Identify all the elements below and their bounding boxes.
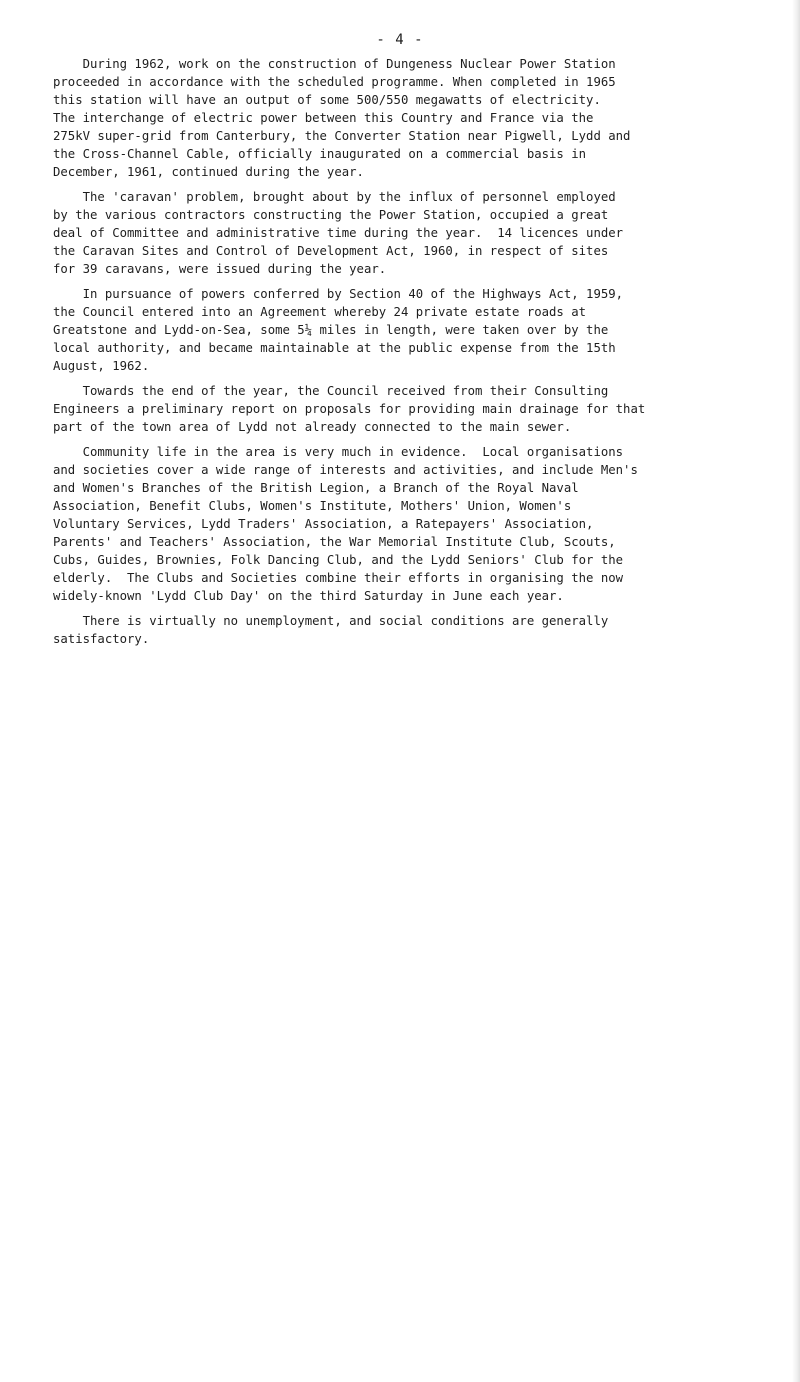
paragraph-line: elderly. The Clubs and Societies combine their efforts in organising the now xyxy=(53,571,624,585)
paragraph-power-station xyxy=(53,55,630,181)
paragraph-line: and societies cover a wide range of interests and activities, and include Men's xyxy=(53,463,638,477)
paragraph-line: Engineers a preliminary report on proposals for providing main drainage for that xyxy=(53,402,646,416)
paragraph-highways xyxy=(53,285,623,375)
paragraph-line: Community life in the area is very much in evidence. Local organisations xyxy=(53,445,624,459)
paragraph-line: the Cross-Channel Cable, officially inaugurated on a commercial basis in xyxy=(53,147,587,161)
paragraph-caravans xyxy=(53,188,623,278)
paragraph-line: the Caravan Sites and Control of Development Act, 1960, in respect of sites xyxy=(53,244,609,258)
paragraph-line: Cubs, Guides, Brownies, Folk Dancing Club, and the Lydd Seniors' Club for the xyxy=(53,553,624,567)
paragraph-line: Parents' and Teachers' Association, the War Memorial Institute Club, Scouts, xyxy=(53,535,616,549)
paragraph-line: Greatstone and Lydd-on-Sea, some 5¼ miles in length, were taken over by the xyxy=(53,323,609,337)
paragraph-line: There is virtually no unemployment, and social conditions are generally xyxy=(53,614,609,628)
paragraph-line: In pursuance of powers conferred by Section 40 of the Highways Act, 1959, xyxy=(53,287,624,301)
paragraph-line: this station will have an output of some 500/550 megawatts of electricity. xyxy=(53,93,601,107)
paragraph-line: deal of Committee and administrative time during the year. 14 licences under xyxy=(53,226,624,240)
paragraph-line: part of the town area of Lydd not already connected to the main sewer. xyxy=(53,420,572,434)
paragraph-line: Voluntary Services, Lydd Traders' Association, a Ratepayers' Association, xyxy=(53,517,594,531)
paragraph-line: widely-known 'Lydd Club Day' on the third Saturday in June each year. xyxy=(53,589,564,603)
paragraph-line: December, 1961, continued during the year. xyxy=(53,165,364,179)
paragraph-line: for 39 caravans, were issued during the year. xyxy=(53,262,387,276)
paragraph-line: satisfactory. xyxy=(53,632,150,646)
paragraph-line: The 'caravan' problem, brought about by the influx of personnel employed xyxy=(53,190,616,204)
paragraph-line: Association, Benefit Clubs, Women's Institute, Mothers' Union, Women's xyxy=(53,499,572,513)
paragraph-line: The interchange of electric power between this Country and France via the xyxy=(53,111,594,125)
paragraph-line: During 1962, work on the construction of Dungeness Nuclear Power Station xyxy=(53,57,616,71)
paragraph-community xyxy=(53,443,638,605)
paragraph-line: Towards the end of the year, the Council received from their Consulting xyxy=(53,384,609,398)
paragraph-line: proceeded in accordance with the scheduled programme. When completed in 1965 xyxy=(53,75,616,89)
paragraph-line: local authority, and became maintainable at the public expense from the 15th xyxy=(53,341,616,355)
paragraph-line: August, 1962. xyxy=(53,359,150,373)
scanned-page-edge xyxy=(792,0,800,1382)
paragraph-line: and Women's Branches of the British Legion, a Branch of the Royal Naval xyxy=(53,481,579,495)
paragraph-line: the Council entered into an Agreement whereby 24 private estate roads at xyxy=(53,305,587,319)
page-number: - 4 - xyxy=(376,32,424,48)
paragraph-line: 275kV super-grid from Canterbury, the Converter Station near Pigwell, Lydd and xyxy=(53,129,631,143)
paragraph-employment xyxy=(53,612,608,648)
paragraph-line: by the various contractors constructing the Power Station, occupied a great xyxy=(53,208,609,222)
paragraph-drainage xyxy=(53,382,645,436)
